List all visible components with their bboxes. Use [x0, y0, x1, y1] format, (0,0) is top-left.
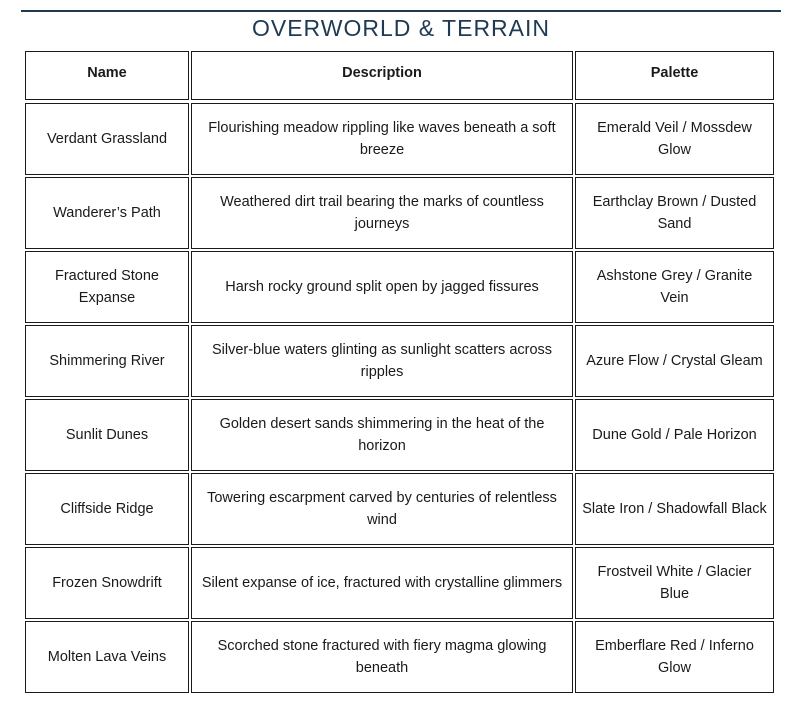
- row-8-name: Molten Lava Veins: [25, 621, 189, 693]
- row-2-name: Wanderer’s Path: [25, 177, 189, 249]
- row-3-description: Harsh rocky ground split open by jagged fissures: [191, 251, 573, 323]
- row-1-description: Flourishing meadow rippling like waves beneath a soft breeze: [191, 103, 573, 175]
- row-3-palette: Ashstone Grey / Granite Vein: [575, 251, 774, 323]
- page-title: OVERWORLD & TERRAIN: [251, 15, 551, 41]
- row-5-name: Sunlit Dunes: [25, 399, 189, 471]
- row-7-description: Silent expanse of ice, fractured with crystalline glimmers: [191, 547, 573, 619]
- row-4-name: Shimmering River: [25, 325, 189, 397]
- header-description: Description: [191, 51, 573, 100]
- row-2-description: Weathered dirt trail bearing the marks of countless journeys: [191, 177, 573, 249]
- header-palette: Palette: [575, 51, 774, 100]
- title-rule: [21, 10, 781, 12]
- row-5-palette: Dune Gold / Pale Horizon: [575, 399, 774, 471]
- row-6-description: Towering escarpment carved by centuries of relentless wind: [191, 473, 573, 545]
- header-name: Name: [25, 51, 189, 100]
- row-6-name: Cliffside Ridge: [25, 473, 189, 545]
- row-8-palette: Emberflare Red / Inferno Glow: [575, 621, 774, 693]
- row-8-description: Scorched stone fractured with fiery magma glowing beneath: [191, 621, 573, 693]
- row-7-palette: Frostveil White / Glacier Blue: [575, 547, 774, 619]
- row-1-palette: Emerald Veil / Mossdew Glow: [575, 103, 774, 175]
- row-4-description: Silver-blue waters glinting as sunlight scatters across ripples: [191, 325, 573, 397]
- row-3-name: Fractured Stone Expanse: [25, 251, 189, 323]
- row-5-description: Golden desert sands shimmering in the heat of the horizon: [191, 399, 573, 471]
- row-2-palette: Earthclay Brown / Dusted Sand: [575, 177, 774, 249]
- row-6-palette: Slate Iron / Shadowfall Black: [575, 473, 774, 545]
- row-4-palette: Azure Flow / Crystal Gleam: [575, 325, 774, 397]
- row-7-name: Frozen Snowdrift: [25, 547, 189, 619]
- row-1-name: Verdant Grassland: [25, 103, 189, 175]
